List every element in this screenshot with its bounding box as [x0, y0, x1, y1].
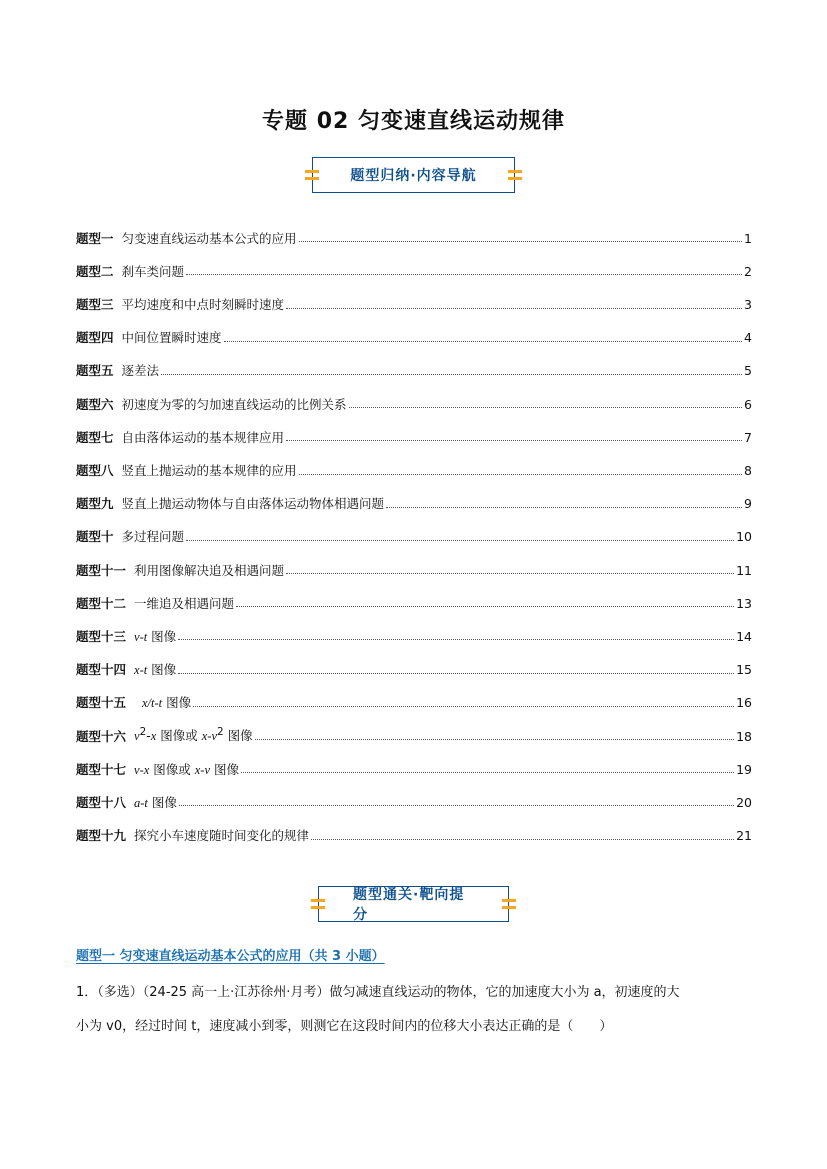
toc-dot-leader — [224, 340, 743, 342]
toc-item-prefix: 题型四 — [76, 330, 114, 346]
toc-item-page-number: 19 — [736, 761, 752, 777]
toc-dot-leader — [386, 506, 742, 508]
toc-item[interactable] — [76, 511, 752, 544]
toc-item-title: 利用图像解决追及相遇问题 — [134, 562, 285, 578]
banner-left-ornament-icon — [311, 899, 325, 909]
toc-item-page-number: 6 — [744, 396, 752, 412]
toc-dot-leader — [178, 672, 734, 674]
toc-item-prefix: 题型十一 — [76, 562, 127, 578]
toc-item-prefix: 题型十九 — [76, 828, 127, 844]
toc-item-title: v-t 图像 — [134, 628, 177, 644]
toc-dot-leader — [286, 439, 742, 441]
question-1-line-2: 小为 v0，经过时间 t，速度减小到零，则测它在这段时间内的位移大小表达正确的是（ ） — [76, 1019, 613, 1034]
toc-item-page-number: 15 — [736, 662, 752, 678]
toc-item-title: v-x 图像或 x-v 图像 — [134, 761, 239, 777]
toc-item-title: 探究小车速度随时间变化的规律 — [134, 828, 310, 844]
practice-banner-label: 题型通关·靶向提分 — [353, 887, 465, 923]
toc-dot-leader — [241, 771, 734, 773]
toc-item-title: 匀变速直线运动基本公式的应用 — [121, 230, 297, 246]
toc-dot-leader — [186, 539, 734, 541]
toc-item[interactable] — [76, 278, 752, 311]
toc-item[interactable] — [76, 245, 752, 278]
toc-item-title: 竖直上抛运动物体与自由落体运动物体相遇问题 — [121, 496, 385, 512]
toc-item[interactable] — [76, 212, 752, 245]
toc-item-prefix: 题型三 — [76, 297, 114, 313]
toc-item-page-number: 3 — [744, 297, 752, 313]
toc-dot-leader — [311, 838, 734, 840]
banner-right-ornament-icon — [502, 899, 516, 909]
toc-item-prefix: 题型十二 — [76, 595, 127, 611]
toc-item[interactable] — [76, 577, 752, 610]
toc-item-prefix: 题型七 — [76, 429, 114, 445]
toc-item-title: 逐差法 — [121, 363, 160, 379]
section-heading[interactable]: 题型一 匀变速直线运动基本公式的应用（共 3 小题） — [76, 949, 385, 964]
toc-item-title: 竖直上抛运动的基本规律的应用 — [121, 463, 297, 478]
toc-item-prefix: 题型九 — [76, 496, 114, 512]
toc-item[interactable] — [76, 345, 752, 378]
toc-item-prefix: 题型十六 — [76, 728, 127, 744]
toc-item[interactable] — [76, 444, 752, 477]
toc-item-page-number: 8 — [744, 463, 752, 478]
toc-item-page-number: 13 — [736, 595, 752, 611]
toc-item-title: 一维追及相遇问题 — [134, 595, 235, 611]
banner-left-ornament-icon — [305, 170, 319, 180]
toc-dot-leader — [236, 605, 734, 607]
toc-item[interactable] — [76, 809, 752, 842]
toc-item-prefix: 题型十四 — [76, 662, 127, 678]
table-of-contents — [76, 212, 752, 843]
toc-dot-leader — [179, 804, 734, 806]
toc-item-page-number: 2 — [744, 263, 752, 279]
toc-dot-leader — [193, 705, 734, 707]
toc-banner — [0, 155, 827, 195]
toc-dot-leader — [299, 240, 743, 242]
toc-item-prefix: 题型五 — [76, 363, 114, 379]
banner-right-ornament-icon — [508, 170, 522, 180]
toc-item-prefix: 题型十三 — [76, 628, 127, 644]
toc-item[interactable] — [76, 312, 752, 345]
toc-item-title: 平均速度和中点时刻瞬时速度 — [121, 297, 285, 313]
toc-banner-box — [312, 157, 515, 193]
toc-item-title: $v^2-x$ 图像或 $x-v^2$ 图像 — [134, 726, 253, 744]
toc-dot-leader — [186, 273, 742, 275]
toc-dot-leader — [349, 406, 743, 408]
toc-item[interactable] — [76, 677, 752, 710]
toc-item-title: 初速度为零的匀加速直线运动的比例关系 — [121, 396, 347, 412]
toc-item-page-number: 9 — [744, 496, 752, 512]
page-title: 专题 02 匀变速直线运动规律 — [262, 109, 565, 134]
toc-item-page-number: 5 — [744, 363, 752, 379]
toc-item[interactable] — [76, 743, 752, 776]
toc-item-page-number: 20 — [736, 794, 752, 810]
toc-item-prefix: 题型六 — [76, 396, 114, 412]
toc-item-page-number: 11 — [736, 562, 752, 578]
toc-item-page-number: 14 — [736, 628, 752, 644]
toc-item-page-number: 21 — [736, 828, 752, 844]
toc-item[interactable] — [76, 378, 752, 411]
question-1-line-1: 1．（多选）（24-25 高一上·江苏徐州·月考）做匀减速直线运动的物体，它的加速度大小为 a，初速度的大 — [76, 985, 680, 1000]
toc-item-page-number: 18 — [736, 728, 752, 744]
toc-item-prefix: 题型八 — [76, 463, 114, 478]
question-1 — [76, 976, 752, 1044]
toc-dot-leader — [286, 307, 742, 309]
toc-item-title: 刹车类问题 — [121, 263, 185, 279]
toc-item[interactable] — [76, 710, 752, 743]
toc-item[interactable] — [76, 643, 752, 676]
toc-item-title: 多过程问题 — [121, 529, 185, 545]
toc-dot-leader — [178, 638, 734, 640]
practice-banner-box — [318, 886, 509, 922]
toc-dot-leader — [299, 473, 743, 475]
toc-item-page-number: 10 — [736, 529, 752, 545]
toc-banner-label: 题型归纳·内容导航 — [350, 168, 477, 184]
toc-item-title: x-t 图像 — [134, 662, 177, 678]
toc-item-prefix: 题型十五 — [76, 695, 127, 711]
toc-dot-leader — [161, 373, 742, 375]
toc-item-title: 自由落体运动的基本规律应用 — [121, 429, 285, 445]
toc-item[interactable] — [76, 610, 752, 643]
practice-banner — [0, 884, 827, 924]
toc-item-title: a-t 图像 — [134, 794, 177, 810]
toc-item-page-number: 7 — [744, 429, 752, 445]
toc-item-prefix: 题型十八 — [76, 794, 127, 810]
toc-dot-leader — [255, 738, 734, 740]
toc-item[interactable] — [76, 544, 752, 577]
toc-item-title: x/t-t 图像 — [141, 695, 192, 711]
toc-item-prefix: 题型二 — [76, 263, 114, 279]
toc-item-page-number: 4 — [744, 330, 752, 346]
toc-item-title: 中间位置瞬时速度 — [121, 330, 222, 346]
toc-item-prefix: 题型十 — [76, 529, 114, 545]
toc-dot-leader — [286, 572, 734, 574]
toc-item[interactable] — [76, 411, 752, 444]
toc-item[interactable] — [76, 776, 752, 809]
toc-item-page-number: 1 — [744, 230, 752, 246]
toc-item[interactable] — [76, 478, 752, 511]
toc-item-prefix: 题型一 — [76, 230, 114, 246]
toc-item-prefix: 题型十七 — [76, 761, 127, 777]
toc-item-page-number: 16 — [736, 695, 752, 711]
